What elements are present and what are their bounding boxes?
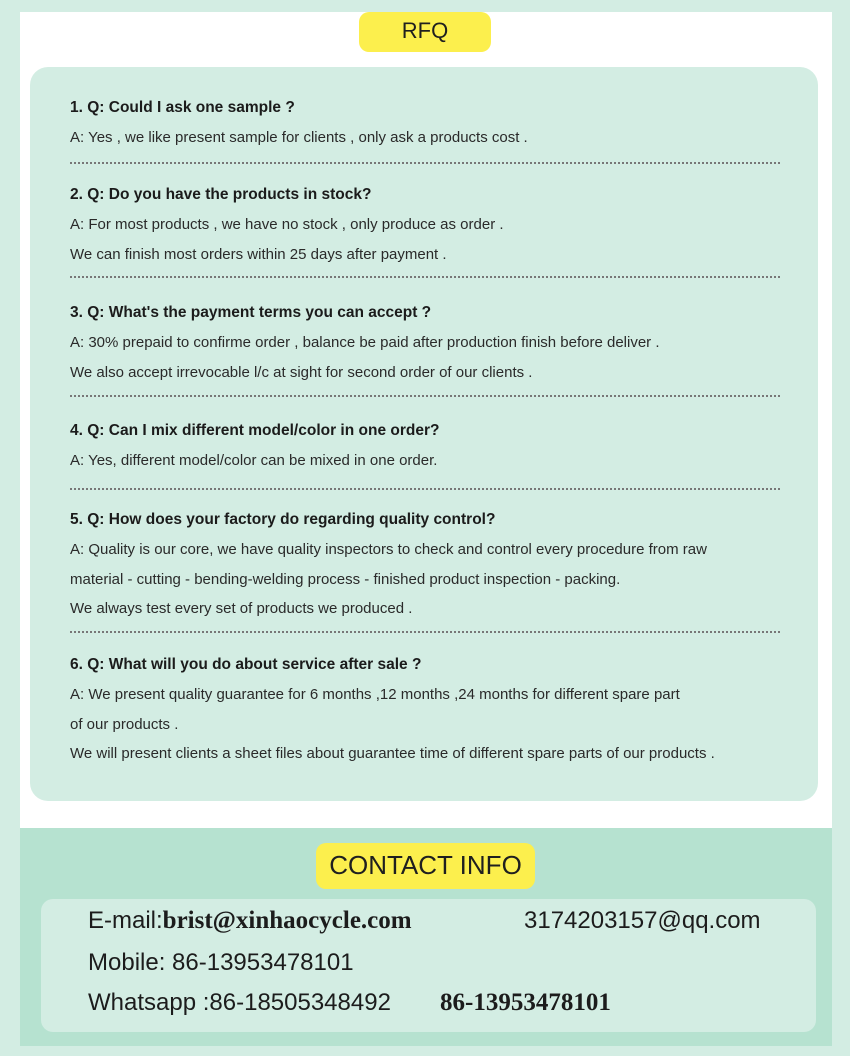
faq-question: 5. Q: How does your factory do regarding quality control?	[70, 511, 496, 528]
faq-question: 2. Q: Do you have the products in stock?	[70, 186, 372, 203]
email-row	[88, 906, 412, 936]
faq-answer-line: We will present clients a sheet files about guarantee time of different spare parts of our products .	[70, 745, 715, 762]
mobile-row	[88, 948, 354, 978]
mobile-number[interactable]: 86-13953478101	[172, 949, 354, 976]
whatsapp-number[interactable]: 86-18505348492	[209, 989, 391, 1016]
secondary-email[interactable]: 3174203157@qq.com	[524, 907, 761, 934]
faq-item-6	[70, 655, 782, 769]
faq-answer-line: A: We present quality guarantee for 6 months ,12 months ,24 months for different spare part	[70, 686, 680, 703]
faq-question: 3. Q: What's the payment terms you can accept ?	[70, 304, 432, 321]
rfq-title-badge: RFQ	[359, 12, 491, 52]
divider	[70, 488, 780, 490]
divider	[70, 276, 780, 278]
faq-answer-line: A: Yes , we like present sample for clients , only ask a products cost .	[70, 129, 528, 146]
faq-answer-line: A: Yes, different model/color can be mixed in one order.	[70, 452, 438, 469]
faq-item-3	[70, 303, 782, 387]
faq-question: 4. Q: Can I mix different model/color in one order?	[70, 422, 440, 439]
secondary-phone[interactable]: 86-13953478101	[440, 989, 611, 1016]
whatsapp-label: Whatsapp :	[88, 989, 210, 1016]
divider	[70, 631, 780, 633]
divider	[70, 162, 780, 164]
faq-answer-line: We always test every set of products we produced .	[70, 600, 413, 617]
mobile-label: Mobile:	[88, 949, 166, 976]
contact-title-badge: CONTACT INFO	[316, 843, 535, 889]
faq-answer-line: material - cutting - bending-welding process - finished product inspection - packing.	[70, 570, 621, 588]
faq-answer-line: A: For most products , we have no stock , only produce as order .	[70, 216, 504, 233]
faq-question: 6. Q: What will you do about service after sale ?	[70, 656, 422, 673]
faq-item-4	[70, 421, 782, 476]
faq-answer-line: We also accept irrevocable l/c at sight for second order of our clients .	[70, 363, 533, 381]
faq-item-5	[70, 510, 782, 624]
faq-answer-line: A: Quality is our core, we have quality inspectors to check and control every procedure from raw	[70, 541, 707, 558]
faq-answer-line: A: 30% prepaid to confirme order , balance be paid after production finish before deliver .	[70, 334, 660, 351]
email-link[interactable]: brist@xinhaocycle.com	[162, 907, 412, 934]
whatsapp-row	[88, 988, 391, 1018]
faq-answer-line: We can finish most orders within 25 days after payment .	[70, 245, 447, 263]
faq-item-2	[70, 185, 782, 269]
faq-question: 1. Q: Could I ask one sample ?	[70, 99, 295, 116]
faq-answer-line: of our products .	[70, 715, 179, 733]
faq-item-1	[70, 98, 782, 153]
divider	[70, 395, 780, 397]
email-label: E-mail:	[88, 907, 163, 934]
